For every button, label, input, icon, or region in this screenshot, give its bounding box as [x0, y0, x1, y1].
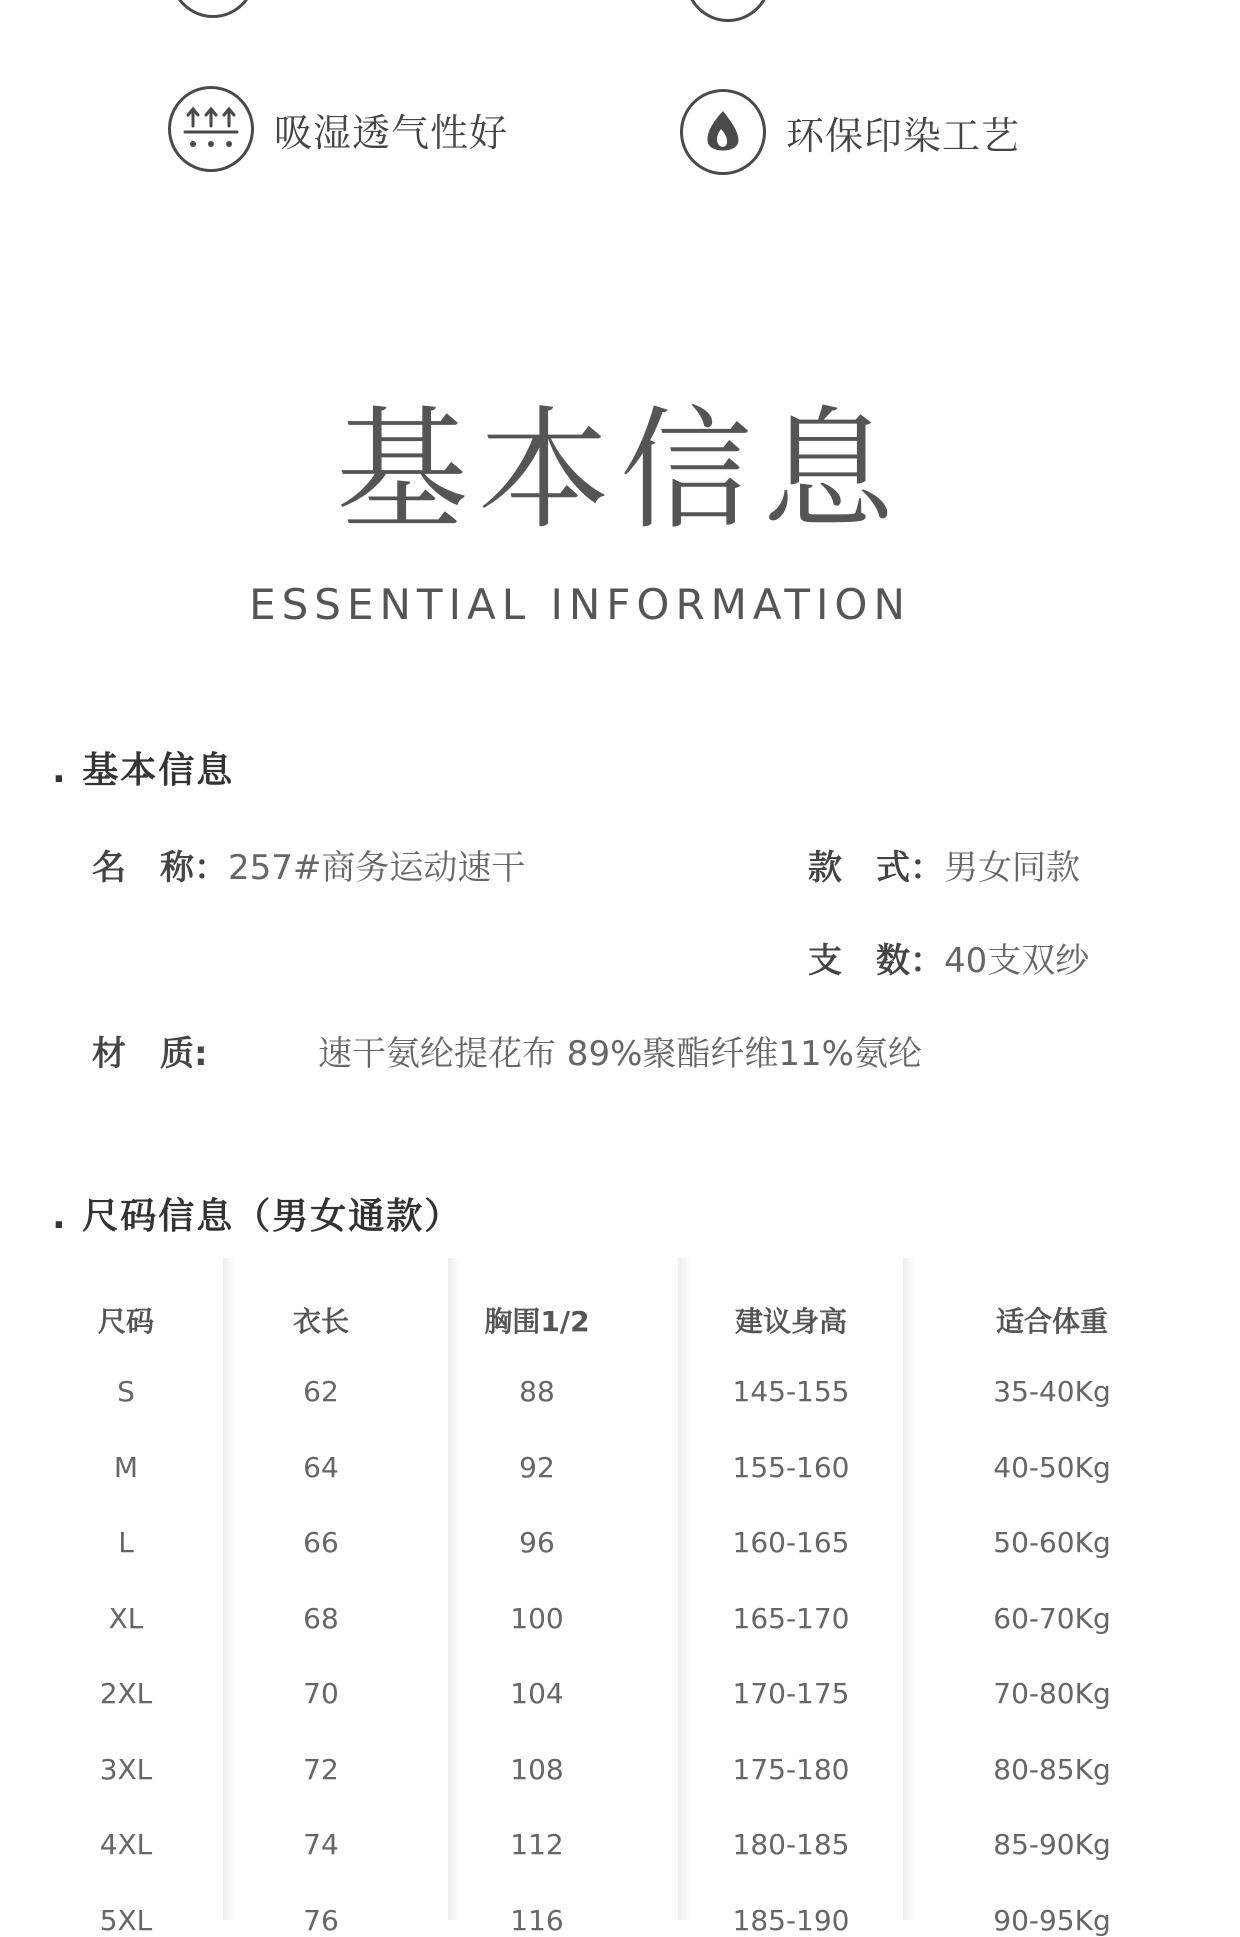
- table-cell-length: 62: [303, 1375, 339, 1408]
- feature-moisture-wicking: [168, 86, 508, 172]
- table-cell-height: 185-190: [732, 1903, 850, 1937]
- table-cell-weight: 80-85Kg: [993, 1752, 1111, 1786]
- table-cell-length: 70: [303, 1677, 339, 1710]
- table-cell-weight: 60-70Kg: [993, 1601, 1111, 1635]
- column-header-weight: 适合体重: [995, 1305, 1108, 1338]
- table-cell-half-chest: 108: [510, 1752, 564, 1786]
- table-cell-weight: 40-50Kg: [993, 1450, 1111, 1484]
- table-cell-weight: 85-90Kg: [993, 1828, 1111, 1861]
- table-cell-half-chest: 116: [510, 1903, 564, 1937]
- table-cell-half-chest: 100: [510, 1601, 564, 1635]
- table-cell-height: 160-165: [732, 1526, 850, 1559]
- eco-dye-icon: [680, 89, 766, 175]
- feature-icon-partial-right: [685, 0, 771, 22]
- size-info-heading: . 尺码信息（男女通款）: [52, 1196, 463, 1237]
- table-cell-size: XL: [108, 1601, 144, 1635]
- info-material-value: 速干氨纶提花布 89%聚酯纤维11%氨纶: [318, 1034, 922, 1074]
- table-cell-size: L: [118, 1526, 134, 1559]
- table-cell-height: 180-185: [732, 1828, 850, 1861]
- feature-eco-dye: [680, 89, 1020, 175]
- table-cell-half-chest: 112: [510, 1828, 564, 1861]
- table-cell-weight: 70-80Kg: [993, 1677, 1111, 1710]
- table-cell-size: 2XL: [99, 1677, 153, 1710]
- table-cell-size: M: [113, 1450, 139, 1484]
- table-cell-size: 5XL: [99, 1903, 153, 1937]
- info-material: [92, 1026, 922, 1075]
- page-title: 基本信息: [336, 394, 904, 548]
- table-cell-weight: 90-95Kg: [993, 1903, 1111, 1937]
- table-cell-length: 76: [303, 1903, 339, 1937]
- column-header-length: 衣长: [292, 1305, 349, 1338]
- table-cell-size: 3XL: [99, 1752, 153, 1786]
- table-cell-height: 175-180: [732, 1752, 850, 1786]
- info-yarn-count: [808, 933, 1089, 982]
- basic-info-heading: . 基本信息: [52, 750, 235, 791]
- table-cell-height: 145-155: [732, 1375, 850, 1408]
- info-name: [92, 840, 525, 889]
- page-subtitle: ESSENTIAL INFORMATION: [249, 580, 911, 629]
- info-yarn-count-label: 支 数：: [808, 941, 944, 981]
- table-cell-length: 74: [303, 1828, 339, 1861]
- feature-label: 吸湿透气性好: [274, 110, 509, 155]
- column-header-half-chest: 胸围1/2: [484, 1305, 590, 1338]
- moisture-wicking-icon: [168, 86, 254, 172]
- column-header-height: 建议身高: [734, 1305, 847, 1338]
- info-style-value: 男女同款: [944, 848, 1080, 888]
- table-cell-length: 64: [303, 1450, 339, 1484]
- column-header-size: 尺码: [97, 1305, 154, 1338]
- info-style: [808, 840, 1080, 889]
- feature-label: 环保印染工艺: [786, 113, 1021, 158]
- feature-icon-partial-left: [170, 0, 256, 18]
- table-cell-half-chest: 104: [510, 1677, 564, 1710]
- info-name-label: 名 称：: [92, 848, 228, 888]
- table-cell-weight: 35-40Kg: [993, 1375, 1111, 1408]
- column-divider: [903, 1258, 915, 1920]
- table-cell-height: 165-170: [732, 1601, 850, 1635]
- table-cell-weight: 50-60Kg: [993, 1526, 1111, 1559]
- column-divider: [223, 1258, 235, 1920]
- table-cell-half-chest: 92: [519, 1450, 555, 1484]
- info-name-value: 257#商务运动速干: [228, 848, 526, 888]
- column-divider: [448, 1258, 460, 1920]
- column-divider: [678, 1258, 690, 1920]
- table-cell-height: 170-175: [732, 1677, 850, 1710]
- info-yarn-count-value: 40支双纱: [944, 941, 1090, 981]
- table-cell-height: 155-160: [732, 1450, 850, 1484]
- table-cell-half-chest: 96: [519, 1526, 555, 1559]
- table-cell-size: S: [117, 1375, 135, 1408]
- table-cell-size: 4XL: [99, 1828, 153, 1861]
- table-cell-half-chest: 88: [519, 1375, 555, 1408]
- table-cell-length: 68: [303, 1601, 339, 1635]
- table-cell-length: 66: [303, 1526, 339, 1559]
- info-style-label: 款 式：: [808, 848, 944, 888]
- table-cell-length: 72: [303, 1752, 339, 1786]
- info-material-label: 材 质:: [92, 1034, 208, 1074]
- size-table: [45, 1258, 1195, 1937]
